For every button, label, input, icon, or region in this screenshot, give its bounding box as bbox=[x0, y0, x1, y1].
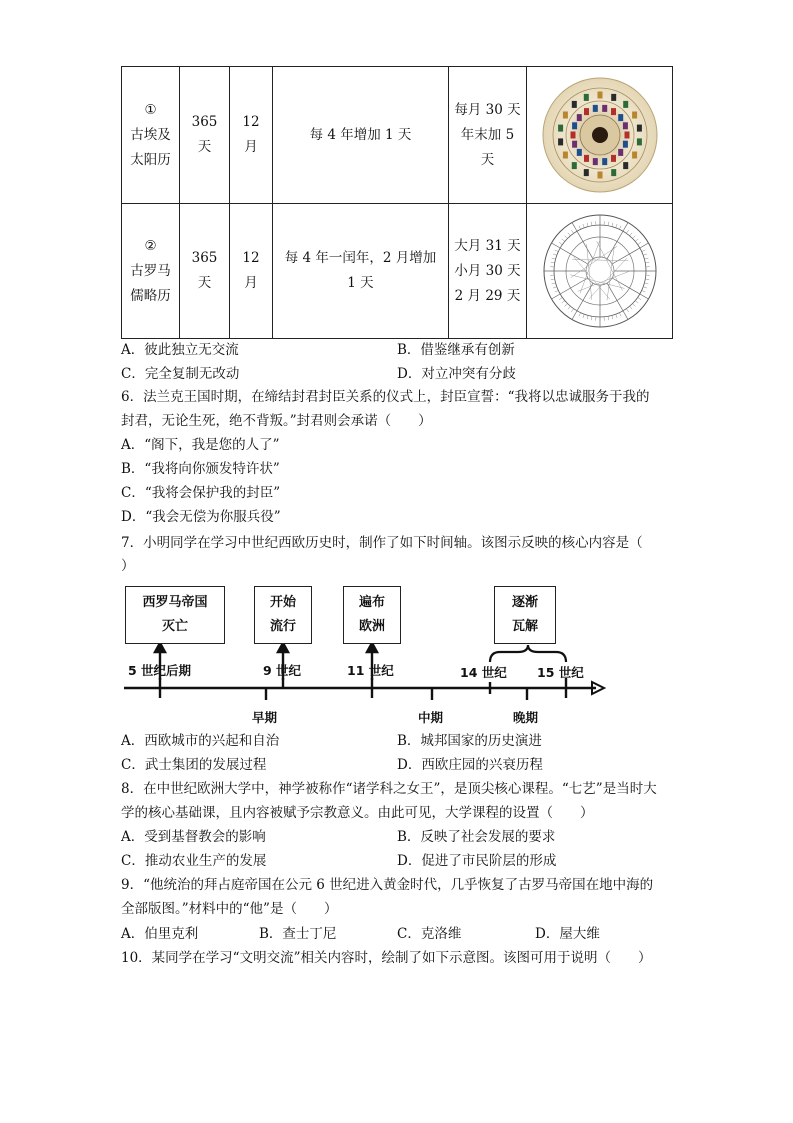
leap-rule-cell bbox=[273, 67, 449, 204]
q6-option-b[interactable]: B．“我将向你颁发特许状” bbox=[121, 461, 280, 477]
timeline-box-text: 逐渐 bbox=[511, 595, 538, 610]
zodiac-figure bbox=[583, 169, 588, 176]
zodiac-figure bbox=[597, 172, 602, 179]
calendar-region: 古埃及 bbox=[130, 126, 171, 143]
q9-option-b[interactable]: B．查士丁尼 bbox=[259, 926, 337, 942]
q6-option-c[interactable]: C．“我将会保护我的封臣” bbox=[121, 485, 281, 501]
timeline-period-middle: 中期 bbox=[418, 710, 444, 725]
calendar-number: ① bbox=[144, 101, 157, 118]
month-length-cell bbox=[449, 204, 527, 339]
table-row bbox=[122, 67, 673, 204]
days-value: 365 bbox=[191, 114, 218, 130]
timeline-box-text: 瓦解 bbox=[511, 619, 538, 634]
months-cell bbox=[230, 204, 273, 339]
zodiac-figure bbox=[622, 141, 627, 148]
zodiac-figure bbox=[571, 162, 576, 169]
q7-stem-line: 7．小明同学在学习中世纪西欧历史时，制作了如下时间轴。该图示反映的核心内容是（ bbox=[121, 535, 643, 551]
zodiac-figure bbox=[623, 101, 628, 108]
q8-option-d[interactable]: D．促进了市民阶层的形成 bbox=[397, 853, 557, 869]
months-cell bbox=[230, 67, 273, 204]
zodiac-figure bbox=[562, 152, 567, 159]
timeline-mark-9th-century: 9 世纪 bbox=[263, 663, 302, 678]
q9-stem-line: 9．“他统治的拜占庭帝国在公元 6 世纪进入黄金时代，几乎恢复了古罗马帝国在地中海的 bbox=[121, 877, 654, 893]
zodiac-figure bbox=[611, 94, 616, 101]
zodiac-figure bbox=[570, 132, 575, 139]
q7-option-b[interactable]: B．城邦国家的历史演进 bbox=[397, 733, 542, 749]
timeline-mark-14th-century: 14 世纪 bbox=[460, 665, 507, 680]
q5-option-c[interactable]: C．完全复制无改动 bbox=[121, 366, 240, 382]
q6-option-d[interactable]: D．“我会无偿为你服兵役” bbox=[121, 509, 281, 525]
zodiac-figure bbox=[558, 138, 563, 145]
q9-stem-line: 全部版图。”材料中的“他”是（ ） bbox=[121, 901, 338, 917]
q8-option-c[interactable]: C．推动农业生产的发展 bbox=[121, 853, 267, 869]
zodiac-figure bbox=[558, 125, 563, 132]
zodiac-figure bbox=[636, 125, 641, 132]
q8-option-a[interactable]: A．受到基督教会的影响 bbox=[121, 829, 266, 845]
timeline-box-text: 遍布 bbox=[358, 595, 385, 610]
months-unit: 月 bbox=[244, 275, 258, 291]
q9-option-d[interactable]: D．屋大维 bbox=[535, 926, 600, 942]
q8-stem-line: 学的核心基础课，且内容被赋予宗教意义。由此可见，大学课程的设置（ ） bbox=[121, 805, 594, 821]
timeline-mark-15th-century: 15 世纪 bbox=[537, 665, 584, 680]
q6-stem-line: 封君，无论生死，绝不背叛。”封君则会承诺（ ） bbox=[121, 413, 432, 429]
month-length-line: 小月 30 天 bbox=[454, 262, 521, 279]
leap-rule-cell bbox=[273, 204, 449, 339]
q8-stem-line: 8．在中世纪欧洲大学中，神学被称作“诸学科之女王”，是顶尖核心课程。“七艺”是当时大 bbox=[121, 781, 657, 797]
q9-option-a[interactable]: A．伯里克利 bbox=[121, 926, 199, 942]
zodiac-figure bbox=[562, 112, 567, 119]
timeline-mark-11th-century: 11 世纪 bbox=[347, 663, 394, 678]
zodiac-figure bbox=[584, 155, 589, 162]
month-length-line: 年末加 5 bbox=[460, 126, 515, 143]
q6-option-a[interactable]: A．“阁下，我是您的人了” bbox=[121, 437, 280, 453]
zodiac-figure bbox=[602, 158, 607, 165]
q5-option-a[interactable]: A．彼此独立无交流 bbox=[121, 342, 239, 358]
days-unit: 天 bbox=[197, 275, 212, 291]
zodiac-figure bbox=[576, 114, 581, 121]
q5-option-b[interactable]: B．借鉴继承有创新 bbox=[397, 342, 515, 358]
zodiac-figure bbox=[592, 105, 597, 112]
timeline-period-late: 晚期 bbox=[513, 710, 539, 725]
timeline-box-text: 欧洲 bbox=[358, 619, 385, 634]
months-unit: 月 bbox=[244, 139, 258, 155]
zodiac-figure bbox=[572, 141, 577, 148]
zodiac-figure bbox=[584, 108, 589, 115]
leap-rule-text: 每 4 年增加 1 天 bbox=[309, 126, 412, 143]
months-value: 12 bbox=[242, 250, 260, 266]
calendar-image-cell bbox=[527, 67, 673, 204]
table-row bbox=[122, 204, 673, 339]
timeline-box-start-popular bbox=[254, 586, 312, 644]
q9-option-c[interactable]: C．克洛维 bbox=[397, 926, 462, 942]
days-per-year-cell bbox=[180, 204, 230, 339]
timeline-box-text: 开始 bbox=[269, 595, 296, 610]
timeline-box-text: 西罗马帝国 bbox=[142, 595, 208, 610]
zodiac-figure bbox=[583, 94, 588, 101]
timeline-box-text: 灭亡 bbox=[161, 619, 188, 634]
zodiac-figure bbox=[571, 101, 576, 108]
days-unit: 天 bbox=[197, 139, 212, 155]
q7-option-a[interactable]: A．西欧城市的兴起和自治 bbox=[121, 733, 280, 749]
timeline-box-fall-of-western-rome bbox=[125, 586, 225, 644]
month-length-line: 每月 30 天 bbox=[454, 101, 521, 118]
leap-rule-text: 1 天 bbox=[347, 275, 374, 291]
calendar-name-cell bbox=[122, 67, 180, 204]
month-length-cell bbox=[449, 67, 527, 204]
zodiac-figure bbox=[624, 132, 629, 139]
zodiac-figure bbox=[611, 169, 616, 176]
calendar-name: 儒略历 bbox=[130, 287, 171, 304]
timeline-period-early: 早期 bbox=[252, 710, 278, 725]
q5-option-d[interactable]: D．对立冲突有分歧 bbox=[397, 366, 516, 382]
zodiac-figure bbox=[632, 112, 637, 119]
q8-option-b[interactable]: B．反映了社会发展的要求 bbox=[397, 829, 556, 845]
zodiac-figure bbox=[576, 149, 581, 156]
zodiac-figure bbox=[636, 138, 641, 145]
zodiac-figure bbox=[602, 105, 607, 112]
calendar-number: ② bbox=[144, 237, 157, 254]
zodiac-figure bbox=[622, 122, 627, 129]
days-per-year-cell bbox=[180, 67, 230, 204]
q7-option-c[interactable]: C．武士集团的发展过程 bbox=[121, 757, 267, 773]
timeline-box-spread-europe bbox=[343, 586, 401, 644]
timeline-mark-5th-century: 5 世纪后期 bbox=[128, 663, 192, 678]
month-length-line: 大月 31 天 bbox=[454, 237, 521, 254]
zodiac-figure bbox=[618, 114, 623, 121]
zodiac-figure bbox=[611, 108, 616, 115]
calendar-name: 太阳历 bbox=[130, 151, 171, 168]
roman-astrological-chart-image bbox=[536, 212, 664, 330]
q6-stem-line: 6．法兰克王国时期，在缔结封君封臣关系的仪式上，封臣宣誓：“我将以忠诚服务于我的 bbox=[121, 389, 650, 405]
zodiac-figure bbox=[592, 158, 597, 165]
zodiac-figure bbox=[597, 92, 602, 99]
calendar-image-cell bbox=[527, 204, 673, 339]
zodiac-figure bbox=[572, 122, 577, 129]
month-length-line: 2 月 29 天 bbox=[454, 287, 521, 304]
timeline-box-text: 流行 bbox=[269, 619, 296, 634]
egyptian-zodiac-calendar-image bbox=[536, 76, 664, 194]
zodiac-figure bbox=[632, 152, 637, 159]
months-value: 12 bbox=[242, 114, 260, 130]
calendar-name-cell bbox=[122, 204, 180, 339]
calendar-comparison-table bbox=[121, 66, 673, 339]
zodiac-figure bbox=[611, 155, 616, 162]
month-length-line: 天 bbox=[480, 151, 495, 168]
days-value: 365 bbox=[191, 250, 218, 266]
q10-stem-line: 10．某同学在学习“文明交流”相关内容时，绘制了如下示意图。该图可用于说明（ ） bbox=[121, 950, 652, 966]
zodiac-figure bbox=[623, 162, 628, 169]
q7-stem-line: ） bbox=[121, 558, 135, 574]
q7-option-d[interactable]: D．西欧庄园的兴衰历程 bbox=[397, 757, 543, 773]
zodiac-figure bbox=[618, 149, 623, 156]
calendar-region: 古罗马 bbox=[130, 262, 171, 279]
timeline-box-gradual-collapse bbox=[494, 586, 556, 644]
leap-rule-text: 每 4 年一闰年，2 月增加 bbox=[284, 250, 437, 266]
